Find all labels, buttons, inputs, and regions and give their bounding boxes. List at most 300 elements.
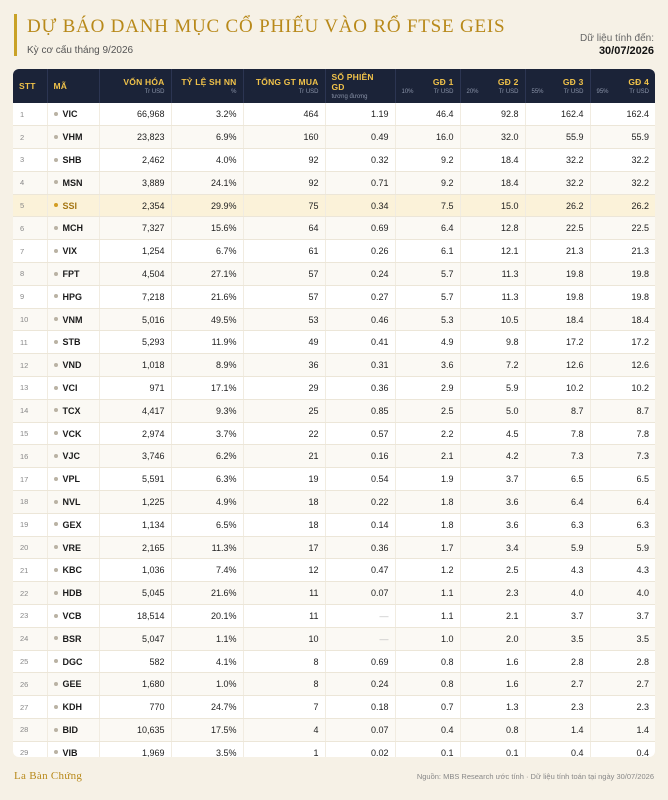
cell-gd1: 1.0 bbox=[395, 627, 460, 650]
cell-von-hoa: 1,254 bbox=[99, 240, 171, 263]
cell-gd3: 4.3 bbox=[525, 559, 590, 582]
cell-ty-le-sh-nn: 3.5% bbox=[171, 741, 243, 757]
cell-von-hoa: 1,969 bbox=[99, 741, 171, 757]
col-header-tong-gt-mua: TỔNG GT MUA Tr USD bbox=[243, 69, 325, 103]
cell-ty-le-sh-nn: 17.1% bbox=[171, 377, 243, 400]
cell-ticker bbox=[47, 263, 99, 286]
cell-von-hoa: 5,591 bbox=[99, 468, 171, 491]
cell-ty-le-sh-nn: 21.6% bbox=[171, 582, 243, 605]
bullet-dot-icon bbox=[54, 659, 58, 663]
cell-von-hoa: 2,165 bbox=[99, 536, 171, 559]
cell-ty-le-sh-nn: 4.1% bbox=[171, 650, 243, 673]
cell-gd2: 15.0 bbox=[460, 194, 525, 217]
cell-von-hoa: 7,327 bbox=[99, 217, 171, 240]
table-row bbox=[13, 559, 655, 582]
cell-so-phien-gd: 0.14 bbox=[325, 513, 395, 536]
cell-gd2: 0.1 bbox=[460, 741, 525, 757]
cell-tong-gt-mua: 21 bbox=[243, 445, 325, 468]
cell-ty-le-sh-nn: 20.1% bbox=[171, 605, 243, 628]
cell-so-phien-gd: 0.85 bbox=[325, 399, 395, 422]
table-row bbox=[13, 171, 655, 194]
table-row bbox=[13, 194, 655, 217]
cell-ticker bbox=[47, 650, 99, 673]
cell-gd2: 92.8 bbox=[460, 103, 525, 126]
cell-gd4: 7.8 bbox=[590, 422, 655, 445]
cell-stt: 5 bbox=[13, 194, 47, 217]
cell-so-phien-gd: 0.57 bbox=[325, 422, 395, 445]
cell-stt: 15 bbox=[13, 422, 47, 445]
bullet-dot-icon bbox=[54, 636, 58, 640]
cell-gd3: 21.3 bbox=[525, 240, 590, 263]
table-row bbox=[13, 582, 655, 605]
cell-stt: 12 bbox=[13, 354, 47, 377]
ticker-label: VNM bbox=[62, 314, 83, 325]
cell-gd1: 0.7 bbox=[395, 696, 460, 719]
cell-gd1: 6.4 bbox=[395, 217, 460, 240]
bullet-dot-icon bbox=[54, 112, 58, 116]
cell-von-hoa: 770 bbox=[99, 696, 171, 719]
cell-gd1: 0.1 bbox=[395, 741, 460, 757]
cell-von-hoa: 18,514 bbox=[99, 605, 171, 628]
bullet-dot-icon bbox=[54, 545, 58, 549]
ticker-label: MCH bbox=[62, 223, 83, 234]
cell-tong-gt-mua: 25 bbox=[243, 399, 325, 422]
cell-von-hoa: 2,354 bbox=[99, 194, 171, 217]
cell-ty-le-sh-nn: 6.2% bbox=[171, 445, 243, 468]
cell-gd2: 2.3 bbox=[460, 582, 525, 605]
cell-ty-le-sh-nn: 11.9% bbox=[171, 331, 243, 354]
cell-gd3: 7.3 bbox=[525, 445, 590, 468]
table-row bbox=[13, 627, 655, 650]
cell-tong-gt-mua: 4 bbox=[243, 719, 325, 742]
cell-tong-gt-mua: 464 bbox=[243, 103, 325, 126]
cell-so-phien-gd: 0.46 bbox=[325, 308, 395, 331]
table-row bbox=[13, 513, 655, 536]
cell-ticker bbox=[47, 240, 99, 263]
cell-stt: 13 bbox=[13, 377, 47, 400]
cell-gd4: 4.3 bbox=[590, 559, 655, 582]
cell-ticker bbox=[47, 468, 99, 491]
cell-stt: 18 bbox=[13, 491, 47, 514]
cell-ticker bbox=[47, 399, 99, 422]
cell-tong-gt-mua: 53 bbox=[243, 308, 325, 331]
ticker-label: TCX bbox=[62, 405, 81, 416]
cell-tong-gt-mua: 57 bbox=[243, 263, 325, 286]
cell-gd4: 7.3 bbox=[590, 445, 655, 468]
cell-gd2: 3.6 bbox=[460, 491, 525, 514]
col-header-gd1: GĐ 1 10% Tr USD bbox=[395, 69, 460, 103]
cell-gd1: 1.2 bbox=[395, 559, 460, 582]
bullet-dot-icon bbox=[54, 522, 58, 526]
ticker-label: VND bbox=[62, 360, 82, 371]
bullet-dot-icon bbox=[54, 272, 58, 276]
cell-gd4: 6.3 bbox=[590, 513, 655, 536]
bullet-dot-icon bbox=[54, 340, 58, 344]
bullet-dot-icon bbox=[54, 158, 58, 162]
cell-gd3: 19.8 bbox=[525, 285, 590, 308]
cell-von-hoa: 5,293 bbox=[99, 331, 171, 354]
cell-stt: 2 bbox=[13, 126, 47, 149]
cell-gd1: 1.1 bbox=[395, 605, 460, 628]
cell-stt: 4 bbox=[13, 171, 47, 194]
cell-stt: 22 bbox=[13, 582, 47, 605]
cell-gd3: 18.4 bbox=[525, 308, 590, 331]
bullet-dot-icon bbox=[54, 408, 58, 412]
cell-von-hoa: 1,680 bbox=[99, 673, 171, 696]
cell-tong-gt-mua: 36 bbox=[243, 354, 325, 377]
cell-gd2: 12.1 bbox=[460, 240, 525, 263]
cell-ty-le-sh-nn: 6.3% bbox=[171, 468, 243, 491]
cell-ty-le-sh-nn: 24.7% bbox=[171, 696, 243, 719]
title-accent-bar bbox=[14, 14, 17, 56]
cell-gd1: 2.2 bbox=[395, 422, 460, 445]
cell-gd1: 9.2 bbox=[395, 149, 460, 172]
cell-von-hoa: 1,225 bbox=[99, 491, 171, 514]
cell-so-phien-gd: 0.24 bbox=[325, 673, 395, 696]
ticker-label: STB bbox=[62, 337, 81, 348]
cell-gd4: 12.6 bbox=[590, 354, 655, 377]
cell-gd2: 18.4 bbox=[460, 171, 525, 194]
cell-tong-gt-mua: 1 bbox=[243, 741, 325, 757]
cell-tong-gt-mua: 160 bbox=[243, 126, 325, 149]
cell-so-phien-gd: 0.31 bbox=[325, 354, 395, 377]
cell-gd2: 2.0 bbox=[460, 627, 525, 650]
cell-so-phien-gd: — bbox=[325, 627, 395, 650]
cell-gd2: 1.6 bbox=[460, 673, 525, 696]
cell-ticker bbox=[47, 627, 99, 650]
cell-ticker bbox=[47, 536, 99, 559]
cell-gd4: 2.7 bbox=[590, 673, 655, 696]
ticker-label: GEX bbox=[62, 519, 82, 530]
cell-stt: 10 bbox=[13, 308, 47, 331]
cell-gd3: 3.7 bbox=[525, 605, 590, 628]
table-row bbox=[13, 422, 655, 445]
cell-gd2: 4.5 bbox=[460, 422, 525, 445]
cell-ty-le-sh-nn: 1.1% bbox=[171, 627, 243, 650]
cell-gd3: 7.8 bbox=[525, 422, 590, 445]
forecast-table bbox=[13, 69, 655, 757]
cell-gd1: 9.2 bbox=[395, 171, 460, 194]
cell-gd1: 1.7 bbox=[395, 536, 460, 559]
ticker-label: KBC bbox=[62, 565, 82, 576]
cell-gd1: 5.7 bbox=[395, 285, 460, 308]
cell-gd4: 10.2 bbox=[590, 377, 655, 400]
cell-von-hoa: 66,968 bbox=[99, 103, 171, 126]
cell-tong-gt-mua: 57 bbox=[243, 285, 325, 308]
cell-gd4: 21.3 bbox=[590, 240, 655, 263]
cell-gd1: 1.9 bbox=[395, 468, 460, 491]
cell-gd4: 17.2 bbox=[590, 331, 655, 354]
cell-gd2: 11.3 bbox=[460, 263, 525, 286]
cell-von-hoa: 971 bbox=[99, 377, 171, 400]
cell-so-phien-gd: 0.36 bbox=[325, 536, 395, 559]
cell-gd1: 5.7 bbox=[395, 263, 460, 286]
page-title: DỰ BÁO DANH MỤC CỔ PHIẾU VÀO RỔ FTSE GEIS bbox=[27, 16, 506, 37]
cell-ticker bbox=[47, 354, 99, 377]
cell-ty-le-sh-nn: 24.1% bbox=[171, 171, 243, 194]
cell-stt: 26 bbox=[13, 673, 47, 696]
cell-ty-le-sh-nn: 3.2% bbox=[171, 103, 243, 126]
cell-gd2: 2.1 bbox=[460, 605, 525, 628]
ticker-label: VJC bbox=[62, 451, 81, 462]
cell-gd4: 1.4 bbox=[590, 719, 655, 742]
cell-gd3: 6.3 bbox=[525, 513, 590, 536]
table-row bbox=[13, 650, 655, 673]
cell-so-phien-gd: 0.34 bbox=[325, 194, 395, 217]
ticker-label: VIX bbox=[62, 246, 78, 257]
cell-so-phien-gd: 0.07 bbox=[325, 582, 395, 605]
table-row bbox=[13, 149, 655, 172]
cell-ticker bbox=[47, 445, 99, 468]
cell-ty-le-sh-nn: 6.9% bbox=[171, 126, 243, 149]
cell-ticker bbox=[47, 217, 99, 240]
cell-gd1: 6.1 bbox=[395, 240, 460, 263]
ticker-label: SSI bbox=[62, 200, 78, 211]
cell-von-hoa: 1,036 bbox=[99, 559, 171, 582]
bullet-dot-icon bbox=[54, 477, 58, 481]
cell-so-phien-gd: 0.26 bbox=[325, 240, 395, 263]
cell-so-phien-gd: 0.24 bbox=[325, 263, 395, 286]
cell-tong-gt-mua: 8 bbox=[243, 650, 325, 673]
cell-gd2: 32.0 bbox=[460, 126, 525, 149]
cell-stt: 19 bbox=[13, 513, 47, 536]
cell-gd2: 3.7 bbox=[460, 468, 525, 491]
table-row bbox=[13, 285, 655, 308]
cell-gd2: 11.3 bbox=[460, 285, 525, 308]
cell-so-phien-gd: 0.49 bbox=[325, 126, 395, 149]
cell-gd1: 2.1 bbox=[395, 445, 460, 468]
cell-tong-gt-mua: 11 bbox=[243, 582, 325, 605]
cell-gd3: 10.2 bbox=[525, 377, 590, 400]
table-row bbox=[13, 377, 655, 400]
cell-ty-le-sh-nn: 17.5% bbox=[171, 719, 243, 742]
bullet-dot-icon bbox=[54, 386, 58, 390]
cell-gd4: 6.5 bbox=[590, 468, 655, 491]
cell-gd1: 5.3 bbox=[395, 308, 460, 331]
table-row bbox=[13, 673, 655, 696]
cell-von-hoa: 7,218 bbox=[99, 285, 171, 308]
cell-gd3: 162.4 bbox=[525, 103, 590, 126]
cell-ticker bbox=[47, 422, 99, 445]
cell-gd4: 4.0 bbox=[590, 582, 655, 605]
cell-gd3: 6.4 bbox=[525, 491, 590, 514]
data-date-label: Dữ liệu tính đến: bbox=[580, 33, 654, 44]
cell-tong-gt-mua: 10 bbox=[243, 627, 325, 650]
cell-so-phien-gd: 0.69 bbox=[325, 650, 395, 673]
cell-ticker bbox=[47, 673, 99, 696]
ticker-label: VPL bbox=[62, 474, 81, 485]
ticker-label: VRE bbox=[62, 542, 82, 553]
cell-gd2: 1.6 bbox=[460, 650, 525, 673]
cell-gd2: 0.8 bbox=[460, 719, 525, 742]
cell-stt: 23 bbox=[13, 605, 47, 628]
cell-gd3: 3.5 bbox=[525, 627, 590, 650]
cell-ticker bbox=[47, 308, 99, 331]
cell-gd3: 6.5 bbox=[525, 468, 590, 491]
cell-stt: 11 bbox=[13, 331, 47, 354]
bullet-dot-icon bbox=[54, 363, 58, 367]
cell-gd3: 0.4 bbox=[525, 741, 590, 757]
cell-gd1: 2.9 bbox=[395, 377, 460, 400]
cell-stt: 7 bbox=[13, 240, 47, 263]
cell-ticker bbox=[47, 719, 99, 742]
cell-von-hoa: 4,504 bbox=[99, 263, 171, 286]
col-header-stt: STT bbox=[13, 69, 47, 103]
ticker-label: MSN bbox=[62, 177, 83, 188]
cell-tong-gt-mua: 61 bbox=[243, 240, 325, 263]
ticker-label: VCK bbox=[62, 428, 82, 439]
cell-so-phien-gd: 0.02 bbox=[325, 741, 395, 757]
cell-so-phien-gd: 0.69 bbox=[325, 217, 395, 240]
cell-gd2: 18.4 bbox=[460, 149, 525, 172]
table-header-row bbox=[13, 69, 655, 103]
cell-ticker bbox=[47, 559, 99, 582]
cell-stt: 17 bbox=[13, 468, 47, 491]
cell-ty-le-sh-nn: 21.6% bbox=[171, 285, 243, 308]
cell-stt: 21 bbox=[13, 559, 47, 582]
cell-stt: 28 bbox=[13, 719, 47, 742]
cell-gd1: 46.4 bbox=[395, 103, 460, 126]
table-row bbox=[13, 126, 655, 149]
cell-tong-gt-mua: 22 bbox=[243, 422, 325, 445]
table-body bbox=[13, 103, 655, 757]
cell-ty-le-sh-nn: 6.5% bbox=[171, 513, 243, 536]
cell-so-phien-gd: 0.27 bbox=[325, 285, 395, 308]
cell-tong-gt-mua: 29 bbox=[243, 377, 325, 400]
cell-gd1: 1.1 bbox=[395, 582, 460, 605]
cell-stt: 3 bbox=[13, 149, 47, 172]
cell-ticker bbox=[47, 285, 99, 308]
cell-tong-gt-mua: 11 bbox=[243, 605, 325, 628]
table-row bbox=[13, 263, 655, 286]
cell-tong-gt-mua: 19 bbox=[243, 468, 325, 491]
cell-gd1: 4.9 bbox=[395, 331, 460, 354]
bullet-dot-icon bbox=[54, 249, 58, 253]
cell-so-phien-gd: 0.22 bbox=[325, 491, 395, 514]
cell-gd1: 2.5 bbox=[395, 399, 460, 422]
cell-ty-le-sh-nn: 49.5% bbox=[171, 308, 243, 331]
table-row bbox=[13, 491, 655, 514]
bullet-dot-icon bbox=[54, 135, 58, 139]
cell-so-phien-gd: 0.47 bbox=[325, 559, 395, 582]
cell-tong-gt-mua: 75 bbox=[243, 194, 325, 217]
cell-gd4: 2.8 bbox=[590, 650, 655, 673]
cell-stt: 1 bbox=[13, 103, 47, 126]
cell-tong-gt-mua: 18 bbox=[243, 491, 325, 514]
cell-von-hoa: 2,462 bbox=[99, 149, 171, 172]
table-row bbox=[13, 399, 655, 422]
col-header-so-phien-gd: SỐ PHIÊN GD tương đương bbox=[325, 69, 395, 103]
ticker-label: BID bbox=[62, 724, 78, 735]
table-row bbox=[13, 354, 655, 377]
cell-gd2: 1.3 bbox=[460, 696, 525, 719]
cell-ty-le-sh-nn: 11.3% bbox=[171, 536, 243, 559]
bullet-dot-icon bbox=[54, 705, 58, 709]
cell-ty-le-sh-nn: 4.0% bbox=[171, 149, 243, 172]
ticker-label: VIB bbox=[62, 747, 78, 757]
cell-gd3: 4.0 bbox=[525, 582, 590, 605]
bullet-dot-icon bbox=[54, 317, 58, 321]
cell-so-phien-gd: 1.19 bbox=[325, 103, 395, 126]
cell-gd4: 8.7 bbox=[590, 399, 655, 422]
cell-ticker bbox=[47, 696, 99, 719]
cell-stt: 24 bbox=[13, 627, 47, 650]
cell-ticker bbox=[47, 605, 99, 628]
cell-gd4: 0.4 bbox=[590, 741, 655, 757]
cell-gd1: 1.8 bbox=[395, 491, 460, 514]
table-row bbox=[13, 240, 655, 263]
cell-ticker bbox=[47, 491, 99, 514]
col-header-ty-le-sh-nn: TỶ LỆ SH NN % bbox=[171, 69, 243, 103]
cell-so-phien-gd: 0.07 bbox=[325, 719, 395, 742]
cell-gd1: 0.4 bbox=[395, 719, 460, 742]
cell-gd2: 9.8 bbox=[460, 331, 525, 354]
col-header-gd4: GĐ 4 95% Tr USD bbox=[590, 69, 655, 103]
cell-von-hoa: 1,134 bbox=[99, 513, 171, 536]
cell-gd3: 5.9 bbox=[525, 536, 590, 559]
ticker-label: VCI bbox=[62, 382, 78, 393]
table-row bbox=[13, 468, 655, 491]
cell-ticker bbox=[47, 582, 99, 605]
cell-tong-gt-mua: 92 bbox=[243, 171, 325, 194]
cell-gd4: 18.4 bbox=[590, 308, 655, 331]
cell-gd3: 8.7 bbox=[525, 399, 590, 422]
cell-gd4: 6.4 bbox=[590, 491, 655, 514]
cell-stt: 16 bbox=[13, 445, 47, 468]
cell-ty-le-sh-nn: 6.7% bbox=[171, 240, 243, 263]
ticker-label: BSR bbox=[62, 633, 82, 644]
bullet-dot-icon bbox=[54, 750, 58, 754]
cell-gd4: 162.4 bbox=[590, 103, 655, 126]
cell-stt: 14 bbox=[13, 399, 47, 422]
footer-brand-logo: La Bàn Chứng bbox=[14, 770, 83, 782]
ticker-label: SHB bbox=[62, 154, 82, 165]
cell-stt: 8 bbox=[13, 263, 47, 286]
cell-tong-gt-mua: 92 bbox=[243, 149, 325, 172]
cell-gd3: 32.2 bbox=[525, 171, 590, 194]
cell-ticker bbox=[47, 103, 99, 126]
cell-so-phien-gd: — bbox=[325, 605, 395, 628]
cell-tong-gt-mua: 18 bbox=[243, 513, 325, 536]
cell-gd4: 19.8 bbox=[590, 263, 655, 286]
cell-von-hoa: 23,823 bbox=[99, 126, 171, 149]
cell-tong-gt-mua: 17 bbox=[243, 536, 325, 559]
ticker-label: DGC bbox=[62, 656, 83, 667]
bullet-dot-icon bbox=[54, 180, 58, 184]
cell-tong-gt-mua: 64 bbox=[243, 217, 325, 240]
cell-von-hoa: 3,889 bbox=[99, 171, 171, 194]
cell-ty-le-sh-nn: 3.7% bbox=[171, 422, 243, 445]
cell-gd4: 3.5 bbox=[590, 627, 655, 650]
table-row bbox=[13, 445, 655, 468]
cell-gd3: 22.5 bbox=[525, 217, 590, 240]
bullet-dot-icon bbox=[54, 591, 58, 595]
ticker-label: GEE bbox=[62, 679, 82, 690]
cell-gd4: 5.9 bbox=[590, 536, 655, 559]
cell-ty-le-sh-nn: 9.3% bbox=[171, 399, 243, 422]
cell-gd1: 0.8 bbox=[395, 673, 460, 696]
cell-stt: 27 bbox=[13, 696, 47, 719]
ticker-label: VIC bbox=[62, 109, 78, 120]
cell-gd4: 3.7 bbox=[590, 605, 655, 628]
bullet-dot-icon bbox=[54, 454, 58, 458]
cell-gd4: 55.9 bbox=[590, 126, 655, 149]
cell-gd2: 10.5 bbox=[460, 308, 525, 331]
cell-so-phien-gd: 0.71 bbox=[325, 171, 395, 194]
cell-gd3: 2.8 bbox=[525, 650, 590, 673]
bullet-dot-icon bbox=[54, 226, 58, 230]
forecast-table-container bbox=[13, 69, 655, 757]
